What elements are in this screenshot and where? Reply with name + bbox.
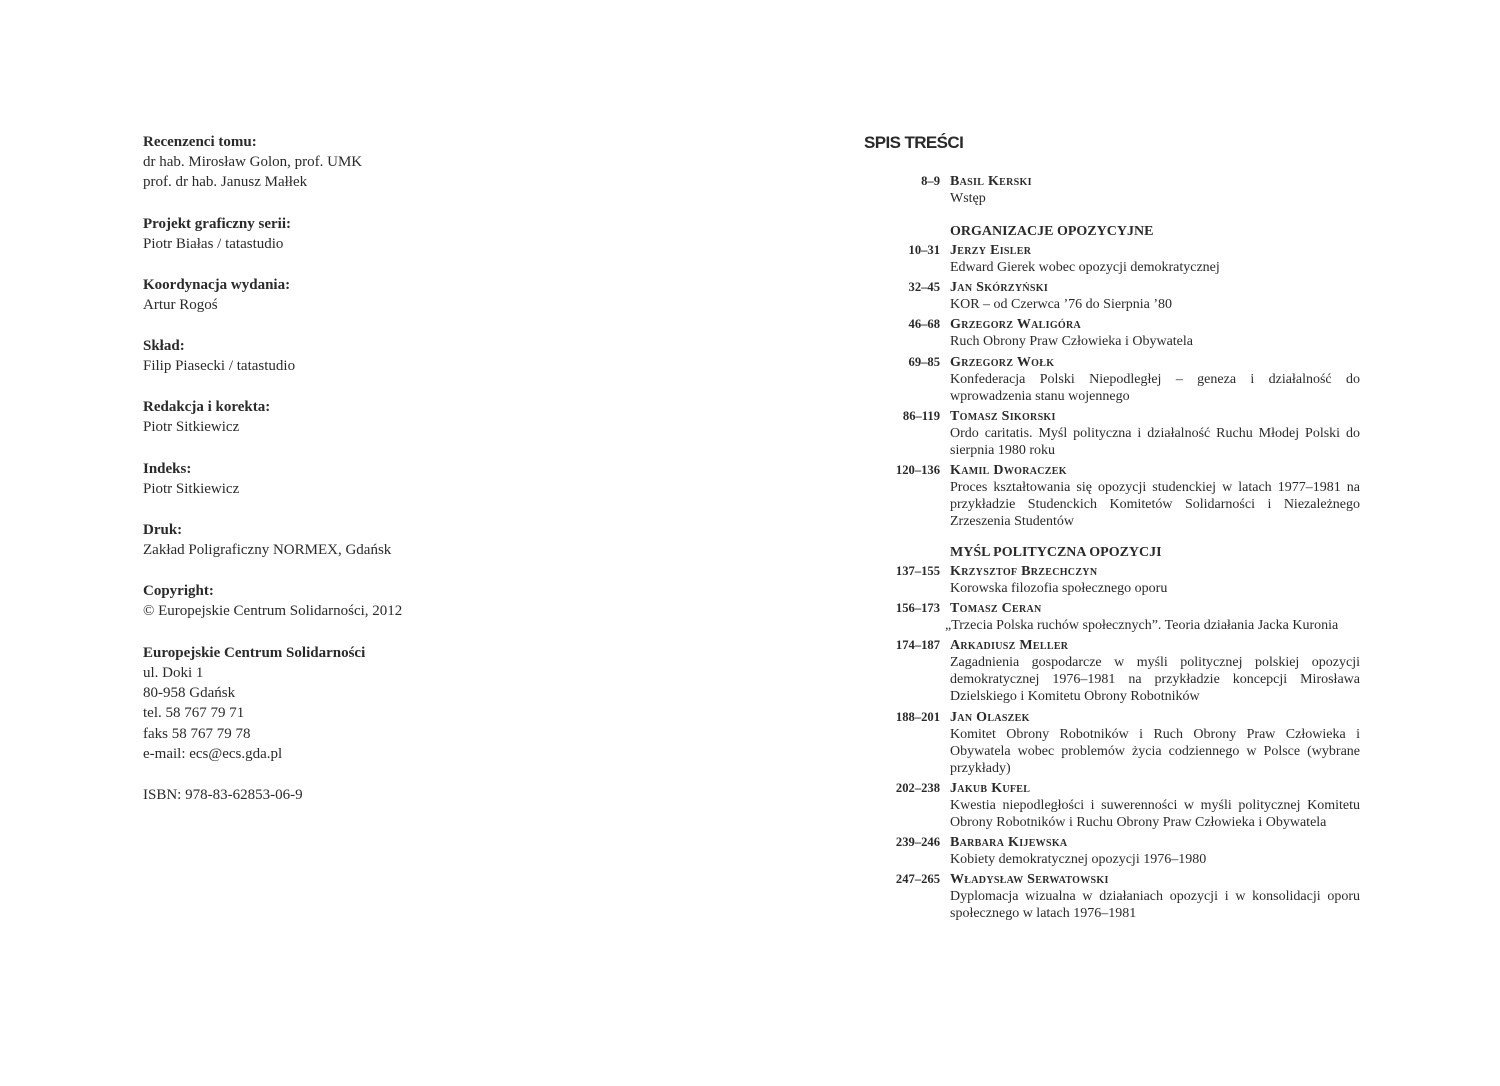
toc-entry-title: Proces kształtowania się opozycji studenckiej w latach 1977–1981 na przykładzie Studenckich Komitetów Solidarności i Niezależnego Zrzeszenia Studentów [950, 479, 1360, 529]
toc-entry [860, 780, 1360, 831]
credit-line: Artur Rogoś [143, 296, 218, 313]
toc-entry [860, 408, 1360, 459]
toc-author: Krzysztof Brzechczyn [950, 563, 1098, 579]
toc-entry-title: Zagadnienia gospodarcze w myśli politycznej polskiej opozycji demokratycznej 1976–1981 na przykładzie koncepcji Mirosława Dzielskiego i Komitetu Obrony Robotników [950, 655, 1360, 705]
toc-author: Jakub Kufel [950, 780, 1031, 796]
toc-author: Arkadiusz Meller [950, 638, 1069, 654]
toc-entry-title: Kwestia niepodległości i suwerenności w myśli politycznej Komitetu Obrony Robotników i Ruchu Obrony Praw Człowieka i Obywatela [950, 797, 1360, 830]
toc-pages: 156–173 [895, 601, 940, 616]
toc-list [860, 173, 1360, 922]
credit-block-coordination [143, 275, 743, 315]
credit-block-index [143, 459, 743, 499]
address-line: 80-958 Gdańsk [143, 684, 236, 701]
credit-heading: Indeks: [143, 460, 192, 477]
toc-pages: 247–265 [895, 872, 940, 887]
toc-entry [860, 316, 1360, 350]
toc-entry [860, 709, 1360, 777]
toc-pages: 174–187 [895, 638, 940, 653]
toc-pages: 32–45 [908, 280, 940, 295]
credit-line: Piotr Białas / tatastudio [143, 235, 284, 252]
toc-entry-title: Edward Gierek wobec opozycji demokratycznej [950, 260, 1220, 275]
credit-block-publisher [143, 643, 743, 764]
credit-heading: Koordynacja wydania: [143, 276, 291, 293]
email-line: e-mail: ecs@ecs.gda.pl [143, 745, 283, 762]
toc-author: Grzegorz Waligóra [950, 317, 1082, 333]
credit-block-design [143, 214, 743, 254]
toc-pages: 86–119 [902, 408, 940, 423]
toc-entry [860, 354, 1360, 405]
credit-block-typesetting [143, 336, 743, 376]
credit-block-copyright [143, 581, 743, 621]
toc-author: Basil Kerski [950, 174, 1032, 189]
toc-title: SPIS TREŚCI [864, 133, 964, 152]
toc-author: Tomasz Sikorski [950, 408, 1056, 424]
phone-line: tel. 58 767 79 71 [143, 705, 245, 722]
credit-heading: Redakcja i korekta: [143, 399, 271, 416]
credit-heading: Copyright: [143, 583, 214, 600]
credit-heading: Druk: [143, 522, 183, 539]
toc-section-heading: ORGANIZACJE OPOZYCYJNE [950, 224, 1154, 239]
credit-block-print [143, 520, 743, 560]
credit-line: Piotr Sitkiewicz [143, 480, 240, 497]
credit-heading: Europejskie Centrum Solidarności [143, 644, 366, 661]
toc-entry [860, 173, 1360, 207]
toc-entry [860, 279, 1360, 313]
toc-pages: 202–238 [895, 780, 940, 795]
toc-pages: 137–155 [895, 563, 940, 578]
credit-block-reviewers [143, 132, 743, 193]
fax-line: faks 58 767 79 78 [143, 725, 251, 742]
toc-author: Tomasz Ceran [950, 601, 1042, 617]
toc-entry-title: Wstęp [950, 191, 986, 206]
toc-pages: 8–9 [921, 174, 940, 188]
toc-entry [860, 563, 1360, 597]
toc-entry-title: Konfederacja Polski Niepodległej – geneza i działalność do wprowadzenia stanu wojennego [950, 371, 1360, 404]
credit-heading: Projekt graficzny serii: [143, 215, 292, 232]
toc-entry-title: Komitet Obrony Robotników i Ruch Obrony Praw Człowieka i Obywatela wobec problemów życia codziennego w Polsce (wybrane przykłady) [950, 726, 1360, 776]
toc-entry [860, 871, 1360, 922]
toc-entry-title: Dyplomacja wizualna w działaniach opozycji i w konsolidacji oporu społecznego w latach 1976–1981 [950, 889, 1360, 922]
toc-author: Jan Olaszek [950, 709, 1030, 725]
toc-author: Kamil Dworaczek [950, 462, 1067, 478]
toc-author: Grzegorz Wołk [950, 354, 1055, 370]
toc-author: Jan Skórzyński [950, 280, 1049, 296]
address-line: ul. Doki 1 [143, 664, 204, 681]
toc-pages: 239–246 [895, 834, 940, 849]
credit-line: Zakład Poligraficzny NORMEX, Gdańsk [143, 542, 392, 559]
credit-line: Piotr Sitkiewicz [143, 419, 240, 436]
credit-block-isbn [143, 785, 743, 805]
toc-pages: 120–136 [895, 462, 940, 477]
credit-block-editing [143, 397, 743, 437]
imprint-page [143, 132, 743, 826]
toc-entry-title: Kobiety demokratycznej opozycji 1976–1980 [950, 851, 1207, 867]
credit-heading: Recenzenci tomu: [143, 134, 257, 150]
isbn-line: ISBN: 978-83-62853-06-9 [143, 787, 303, 804]
toc-entry-title: „Trzecia Polska ruchów społecznych”. Teoria działania Jacka Kuronia [945, 618, 1339, 634]
toc-page [860, 130, 1360, 925]
credit-line: prof. dr hab. Janusz Małłek [143, 174, 308, 191]
toc-entry [860, 834, 1360, 868]
toc-pages: 46–68 [908, 317, 940, 332]
toc-entry [860, 242, 1360, 276]
toc-author: Jerzy Eisler [950, 243, 1032, 258]
toc-section-heading: MYŚL POLITYCZNA OPOZYCJI [950, 544, 1162, 560]
toc-entry-title: Korowska filozofia społecznego oporu [950, 580, 1168, 596]
toc-pages: 69–85 [908, 354, 940, 369]
toc-pages: 188–201 [895, 709, 940, 724]
credit-line: dr hab. Mirosław Golon, prof. UMK [143, 154, 363, 170]
toc-author: Władysław Serwatowski [950, 872, 1109, 888]
credit-line: Filip Piasecki / tatastudio [143, 358, 296, 375]
toc-entry-title: Ruch Obrony Praw Człowieka i Obywatela [950, 334, 1193, 350]
toc-entry [860, 600, 1360, 634]
toc-entry [860, 637, 1360, 705]
toc-entry [860, 462, 1360, 530]
credit-heading: Skład: [143, 338, 185, 355]
credit-line: © Europejskie Centrum Solidarności, 2012 [143, 603, 403, 620]
toc-entry-title: Ordo caritatis. Myśl polityczna i działalność Ruchu Młodej Polski do sierpnia 1980 roku [950, 425, 1360, 458]
toc-pages: 10–31 [908, 243, 940, 257]
toc-author: Barbara Kijewska [950, 834, 1068, 850]
toc-entry-title: KOR – od Czerwca ’76 do Sierpnia ’80 [950, 297, 1173, 313]
